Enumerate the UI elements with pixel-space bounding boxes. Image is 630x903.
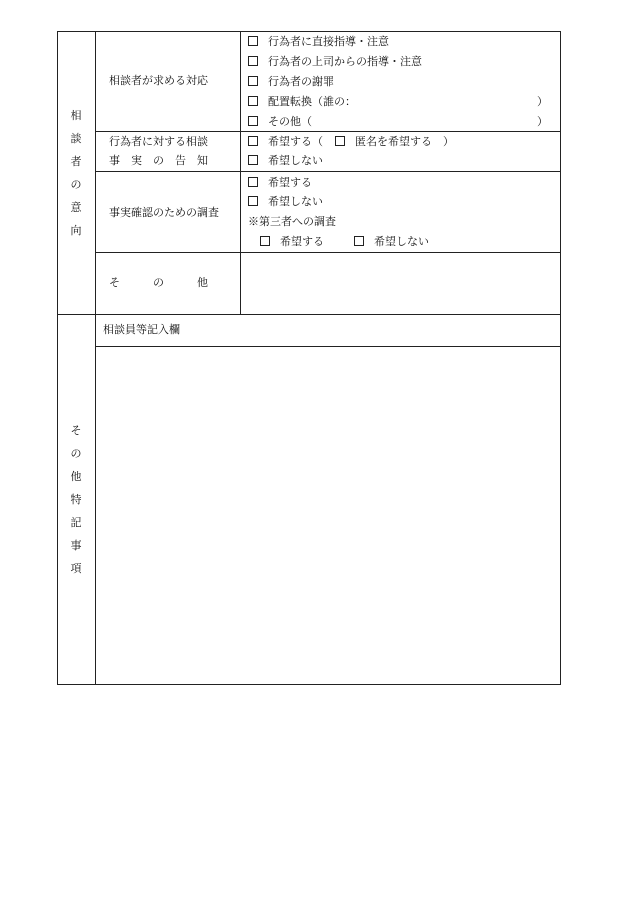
- notify-fact-label-line1: 行為者に対する相談: [109, 135, 208, 148]
- section-label-char: 意: [70, 200, 82, 214]
- option-label: 希望しない: [374, 235, 429, 248]
- checkbox[interactable]: [248, 196, 258, 206]
- option-investigation-no-wish[interactable]: [248, 195, 323, 209]
- counselor-notes-area[interactable]: [96, 347, 560, 684]
- option-label: 希望する（: [268, 135, 323, 148]
- section-label-char: 向: [70, 223, 82, 237]
- checkbox[interactable]: [248, 116, 258, 126]
- third-party-note: ※第三者への調査: [248, 215, 336, 228]
- checkbox[interactable]: [248, 136, 258, 146]
- option-label: 配置転換（誰の：: [268, 95, 356, 108]
- option-direct-guidance[interactable]: [248, 35, 389, 49]
- section-label-char: そ: [70, 424, 82, 437]
- section-label-char: 相: [70, 108, 82, 122]
- section-label-char: 事: [70, 539, 82, 552]
- section-label-consultee-intention: [57, 31, 95, 314]
- table-border-right: [560, 31, 561, 685]
- option-apology[interactable]: [248, 75, 334, 89]
- consultation-form-table: [57, 31, 561, 685]
- option-label: 行為者の上司からの指導・注意: [268, 55, 422, 68]
- section-label-char: の: [70, 447, 82, 460]
- investigation-label: 事実確認のための調査: [109, 206, 219, 219]
- option-label: 希望しない: [268, 195, 323, 208]
- section-label-char: 談: [70, 131, 82, 145]
- section-label-char: 記: [70, 516, 82, 529]
- notify-fact-label-line2: 事 実 の 告 知: [109, 154, 208, 167]
- row-divider-1: [95, 131, 561, 132]
- row-divider-2: [95, 171, 561, 172]
- option-label: 行為者の謝罪: [268, 75, 334, 88]
- section-label-char: 項: [70, 562, 82, 575]
- transfer-close-paren: ）: [537, 95, 548, 108]
- section-divider: [57, 314, 561, 315]
- other-close-paren: ）: [537, 115, 548, 128]
- section-label-char: 特: [70, 493, 82, 506]
- section-label-char: の: [70, 177, 82, 191]
- requested-response-label: 相談者が求める対応: [109, 74, 208, 87]
- option-notify-no-wish[interactable]: [248, 154, 323, 168]
- option-transfer[interactable]: [248, 95, 356, 109]
- table-border-bottom: [57, 684, 561, 685]
- section-label-char: 者: [70, 154, 82, 168]
- anonymous-checkbox[interactable]: [335, 136, 345, 146]
- checkbox[interactable]: [260, 236, 270, 246]
- other-input-area[interactable]: [241, 253, 560, 314]
- section-label-other-notes: [57, 315, 95, 684]
- option-label: 希望しない: [268, 154, 323, 167]
- option-notify-wish[interactable]: [248, 135, 454, 149]
- option-third-party-wish[interactable]: [260, 235, 324, 249]
- option-other-response[interactable]: [248, 115, 312, 129]
- checkbox[interactable]: [248, 177, 258, 187]
- option-third-party-no-wish[interactable]: [354, 235, 429, 249]
- option-investigation-wish[interactable]: [248, 176, 312, 190]
- anonymous-label: 匿名を希望する ）: [355, 135, 454, 148]
- option-label: 希望する: [280, 235, 324, 248]
- option-label: その他（: [268, 115, 312, 128]
- section-label-char: 他: [70, 470, 82, 483]
- checkbox[interactable]: [248, 36, 258, 46]
- other-label: そ の 他: [109, 276, 208, 289]
- option-label: 希望する: [268, 176, 312, 189]
- checkbox[interactable]: [248, 56, 258, 66]
- checkbox[interactable]: [248, 76, 258, 86]
- table-border-top: [57, 31, 561, 32]
- option-label: 行為者に直接指導・注意: [268, 35, 389, 48]
- counselor-notes-header: 相談員等記入欄: [103, 323, 180, 336]
- checkbox[interactable]: [354, 236, 364, 246]
- option-supervisor-guidance[interactable]: [248, 55, 422, 69]
- checkbox[interactable]: [248, 96, 258, 106]
- checkbox[interactable]: [248, 155, 258, 165]
